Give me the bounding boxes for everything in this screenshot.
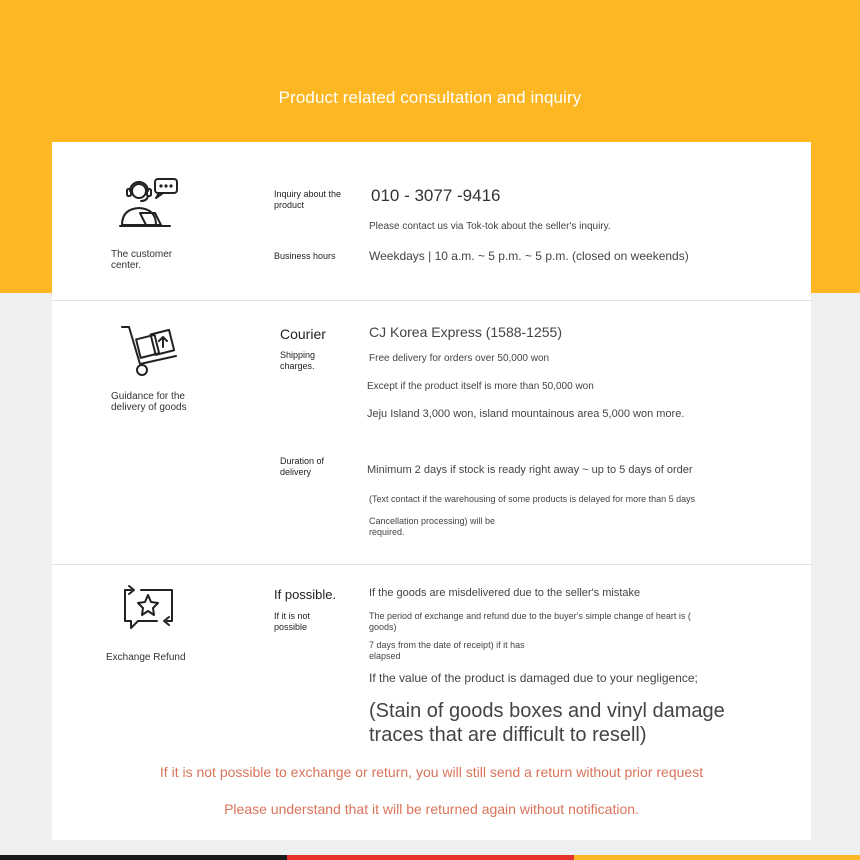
courier-value: CJ Korea Express (1588-1255) — [369, 324, 562, 340]
customer-section-label-text: The customer center. — [111, 249, 173, 271]
inquiry-label: Inquiry about the product — [274, 189, 342, 210]
star-exchange-icon — [121, 583, 177, 633]
period-note: The period of exchange and refund due to the buyer's simple change of heart is ( goods) — [369, 611, 691, 632]
free-delivery-note: Free delivery for orders over 50,000 won — [369, 353, 550, 364]
possible-label: If possible. — [274, 587, 337, 602]
phone-number[interactable]: 010 - 3077 -9416 — [371, 186, 501, 205]
hand-truck-box-icon — [118, 323, 180, 379]
section-divider — [52, 300, 811, 301]
not-possible-label: If it is not possible — [274, 611, 311, 632]
page-title: Product related consultation and inquiry — [278, 88, 582, 107]
delivery-section-label: Guidance for the delivery of goods — [111, 391, 187, 413]
return-notice-line2: Please understand that it will be returned again without notification. — [224, 801, 639, 817]
headset-agent-icon — [118, 176, 180, 230]
seven-days-note: 7 days from the date of receipt) if it has elapsed — [369, 640, 525, 661]
exchange-section-label: Exchange Refund — [106, 652, 186, 663]
except-note: Except if the product itself is more than 50,000 won — [367, 381, 594, 392]
bottom-stripe-yellow — [574, 855, 860, 860]
courier-label: Courier — [280, 326, 326, 342]
contact-note: Please contact us via Tok-tok about the seller's inquiry. — [369, 221, 611, 232]
cancellation-note: Cancellation processing) will be required. — [369, 516, 496, 537]
bottom-stripe-red — [287, 855, 574, 860]
misdelivered-note: If the goods are misdelivered due to the seller's mistake — [369, 587, 641, 599]
customer-section-label — [111, 249, 186, 271]
hours-label: Business hours — [274, 251, 336, 261]
hours-value: Weekdays | 10 a.m. ~ 5 p.m. ~ 5 p.m. (closed on weekends) — [369, 249, 689, 263]
text-contact-note: (Text contact if the warehousing of some products is delayed for more than 5 days — [369, 494, 696, 504]
duration-value: Minimum 2 days if stock is ready right away ~ up to 5 days of order — [367, 464, 693, 476]
jeju-note: Jeju Island 3,000 won, island mountainous area 5,000 won more. — [367, 408, 685, 420]
bottom-stripe-black — [0, 855, 287, 860]
return-notice-line1: If it is not possible to exchange or return, you will still send a return without prior request — [159, 764, 704, 780]
damaged-note: If the value of the product is damaged due to your negligence; — [369, 671, 698, 685]
section-divider — [52, 564, 811, 565]
duration-label: Duration of delivery — [280, 456, 325, 477]
shipping-label: Shipping charges. — [280, 350, 316, 371]
stain-note: (Stain of goods boxes and vinyl damage traces that are difficult to resell) — [369, 700, 725, 746]
